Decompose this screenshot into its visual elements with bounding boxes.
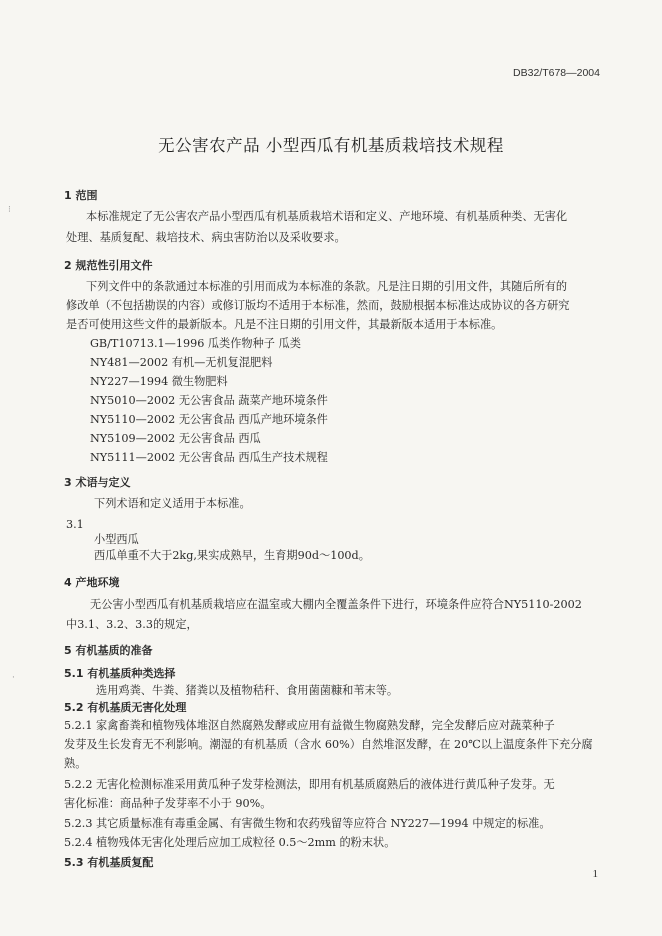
subsection-heading: 5.3 有机基质复配 xyxy=(64,856,154,869)
section-1-heading: 1 范围 xyxy=(64,189,98,202)
paragraph-line: 选用鸡粪、牛粪、猪粪以及植物秸秆、食用菌菌糠和苇末等。 xyxy=(96,684,399,697)
reference-item: NY481—2002 有机—无机复混肥料 xyxy=(90,356,273,369)
reference-item: GB/T10713.1—1996 瓜类作物种子 瓜类 xyxy=(90,337,301,350)
reference-item: NY5110—2002 无公害食品 西瓜产地环境条件 xyxy=(90,413,328,426)
paragraph-line: 害化标准：商品种子发芽率不小于 90%。 xyxy=(64,797,272,810)
section-4-heading: 4 产地环境 xyxy=(64,576,120,589)
paragraph-line: 5.2.2 无害化检测标准采用黄瓜种子发芽检测法，即用有机基质腐熟后的液体进行黄瓜种子发芽。无 xyxy=(64,778,555,791)
document-title: 无公害农产品 小型西瓜有机基质栽培技术规程 xyxy=(158,136,504,155)
reference-item: NY5111—2002 无公害食品 西瓜生产技术规程 xyxy=(90,451,328,464)
scan-speck: · xyxy=(12,673,15,683)
section-3-heading: 3 术语与定义 xyxy=(64,476,131,489)
standard-number: DB32/T678—2004 xyxy=(513,67,600,79)
page-number: 1 xyxy=(592,868,598,880)
term-definition: 西瓜单重不大于2kg,果实成熟早，生育期90d～100d。 xyxy=(94,549,370,562)
paragraph-line: 无公害小型西瓜有机基质栽培应在温室或大棚内全覆盖条件下进行，环境条件应符合NY5110-2002 xyxy=(90,598,582,611)
paragraph-line: 处理、基质复配、栽培技术、病虫害防治以及采收要求。 xyxy=(66,231,346,244)
subsection-heading: 5.2 有机基质无害化处理 xyxy=(64,701,187,714)
term-name: 小型西瓜 xyxy=(94,533,139,546)
section-2-heading: 2 规范性引用文件 xyxy=(64,259,153,272)
paragraph-line: 下列文件中的条款通过本标准的引用而成为本标准的条款。凡是注日期的引用文件，其随后所有的 xyxy=(86,280,568,293)
reference-item: NY227—1994 微生物肥料 xyxy=(90,375,228,388)
paragraph-line: 下列术语和定义适用于本标准。 xyxy=(94,497,251,510)
paragraph-line: 本标准规定了无公害农产品小型西瓜有机基质栽培术语和定义、产地环境、有机基质种类、无害化 xyxy=(86,210,568,223)
scan-speck: ⁝ xyxy=(8,205,11,215)
paragraph-line: 发芽及生长发育无不利影响。潮湿的有机基质（含水 60%）自然堆沤发酵，在 20℃以上温度条件下充分腐 xyxy=(64,738,593,751)
reference-item: NY5010—2002 无公害食品 蔬菜产地环境条件 xyxy=(90,394,328,407)
subsection-heading: 5.1 有机基质种类选择 xyxy=(64,667,176,680)
subsection-number: 3.1 xyxy=(66,518,84,531)
paragraph-line: 5.2.3 其它质量标准有毒重金属、有害微生物和农药残留等应符合 NY227—1994 中规定的标准。 xyxy=(64,817,551,830)
paragraph-line: 5.2.1 家禽畜粪和植物残体堆沤自然腐熟发酵或应用有益微生物腐熟发酵，完全发酵后应对蔬菜种子 xyxy=(64,719,555,732)
paragraph-line: 是否可使用这些文件的最新版本。凡是不注日期的引用文件，其最新版本适用于本标准。 xyxy=(66,318,503,331)
paragraph-line: 5.2.4 植物残体无害化处理后应加工成粒径 0.5～2mm 的粉末状。 xyxy=(64,836,396,849)
reference-item: NY5109—2002 无公害食品 西瓜 xyxy=(90,432,261,445)
section-5-heading: 5 有机基质的准备 xyxy=(64,644,153,657)
paragraph-line: 修改单（不包括勘误的内容）或修订版均不适用于本标准，然而，鼓励根据本标准达成协议的各方研究 xyxy=(66,299,570,312)
paragraph-line: 熟。 xyxy=(64,757,87,770)
paragraph-line: 中3.1、3.2、3.3的规定， xyxy=(66,618,198,631)
